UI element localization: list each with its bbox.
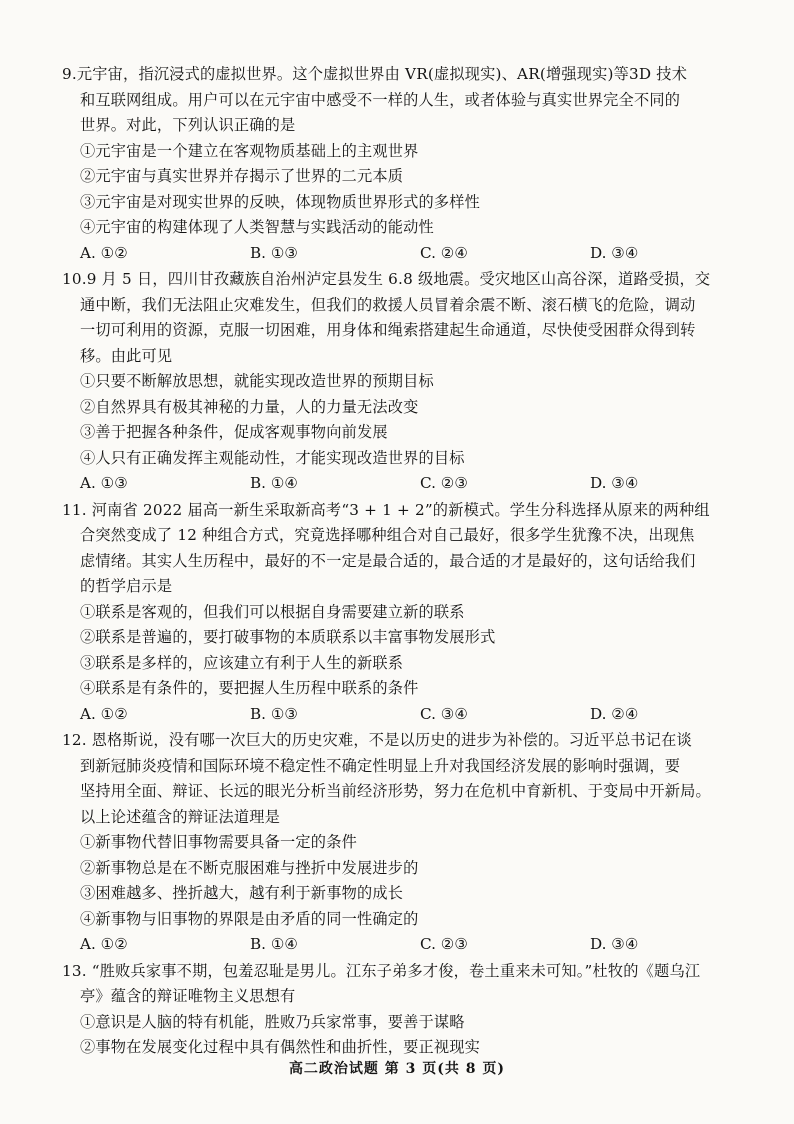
statement-option: ④新事物与旧事物的界限是由矛盾的同一性确定的 (80, 909, 419, 928)
question-11 (62, 498, 742, 728)
answer-choices (62, 932, 742, 958)
statement-option: ②事物在发展变化过程中具有偶然性和曲折性，要正视现实 (80, 1038, 481, 1056)
choice-c: C. ②③ (420, 935, 468, 953)
question-stem-line: 9.元宇宙，指沉浸式的虚拟世界。这个虚拟世界由 VR(虚拟现实)、AR(增强现实)等3D 技术 (62, 65, 688, 83)
question-stem-line: 亭》蕴含的辩证唯物主义思想有 (80, 987, 296, 1005)
question-stem-line: 坚持用全面、辩证、长远的眼光分析当前经济形势，努力在危机中育新机、于变局中开新局。 (80, 782, 711, 800)
choice-a: A. ①② (80, 704, 128, 723)
choice-b: B. ①③ (250, 704, 299, 723)
page-footer: 高二政治试题 第 3 页(共 8 页) (288, 1061, 506, 1077)
exam-page (62, 62, 742, 1061)
statement-option: ③联系是多样的，应该建立有利于人生的新联系 (80, 653, 404, 672)
choice-a: A. ①② (80, 935, 128, 953)
choice-b: B. ①④ (250, 474, 299, 492)
choice-a: A. ①③ (80, 474, 128, 492)
choice-c: C. ②③ (420, 474, 468, 492)
choice-b: B. ①④ (250, 935, 299, 953)
statement-option: ①联系是客观的，但我们可以根据自身需要建立新的联系 (80, 602, 465, 621)
choice-b: B. ①③ (250, 243, 299, 262)
question-stem-line: 虑情绪。其实人生历程中，最好的不一定是最合适的，最合适的才是最好的，这句话给我们 (80, 551, 696, 570)
statement-option: ③困难越多、挫折越大，越有利于新事物的成长 (80, 884, 404, 902)
statement-option: ②新事物总是在不断克服困难与挫折中发展进步的 (80, 858, 419, 877)
choice-c: C. ③④ (420, 704, 468, 723)
statement-option: ④人只有正确发挥主观能动性，才能实现改造世界的目标 (80, 448, 465, 467)
question-13 (62, 959, 742, 1061)
question-stem-line: 13. “胜败兵家事不期，包羞忍耻是男儿。江东子弟多才俊，卷土重来未可知。”杜牧的《题乌江 (62, 961, 701, 980)
statement-option: ①意识是人脑的特有机能，胜败乃兵家常事，要善于谋略 (80, 1012, 465, 1031)
choice-d: D. ③④ (590, 474, 639, 492)
answer-choices (62, 471, 742, 497)
question-stem-line: 世界。对此，下列认识正确的是 (80, 116, 296, 134)
choice-a: A. ①② (80, 243, 128, 262)
statement-option: ③元宇宙是对现实世界的反映，体现物质世界形式的多样性 (80, 192, 481, 211)
statement-option: ①元宇宙是一个建立在客观物质基础上的主观世界 (80, 141, 419, 160)
statement-option: ②元宇宙与真实世界并存揭示了世界的二元本质 (80, 167, 404, 185)
statement-option: ④联系是有条件的，要把握人生历程中联系的条件 (80, 679, 419, 697)
statement-option: ①新事物代替旧事物需要具备一定的条件 (80, 833, 357, 851)
question-stem-line: 通中断，我们无法阻止灾难发生，但我们的救援人员冒着余震不断、滚石横飞的危险，调动 (80, 295, 696, 314)
question-12 (62, 728, 742, 958)
question-stem-line: 以上论述蕴含的辩证法道理是 (80, 807, 281, 826)
question-stem-line: 合突然变成了 12 种组合方式，究竟选择哪种组合对自己最好，很多学生犹豫不决，出现焦 (80, 526, 695, 544)
question-stem-line: 一切可利用的资源，克服一切困难，用身体和绳索搭建起生命通道，尽快使受困群众得到转 (80, 321, 696, 339)
statement-option: ①只要不断解放思想，就能实现改造世界的预期目标 (80, 372, 434, 390)
question-stem-line: 移。由此可见 (80, 346, 173, 365)
statement-option: ③善于把握各种条件，促成客观事物向前发展 (80, 423, 388, 441)
question-10 (62, 267, 742, 497)
question-stem-line: 10.9 月 5 日，四川甘孜藏族自治州泸定县发生 6.8 级地震。受灾地区山高谷深，道路受损，交 (62, 270, 711, 288)
question-stem-line: 12. 恩格斯说，没有哪一次巨大的历史灾难，不是以历史的进步为补偿的。习近平总书记在谈 (62, 731, 692, 749)
question-stem-line: 到新冠肺炎疫情和国际环境不稳定性不确定性明显上升对我国经济发展的影响时强调，要 (80, 756, 681, 775)
choice-d: D. ③④ (590, 243, 639, 262)
answer-choices (62, 702, 742, 728)
statement-option: ②联系是普遍的，要打破事物的本质联系以丰富事物发展形式 (80, 628, 496, 646)
choice-d: D. ②④ (590, 704, 639, 723)
choice-c: C. ②④ (420, 243, 468, 262)
statement-option: ②自然界具有极其神秘的力量，人的力量无法改变 (80, 397, 419, 416)
statement-option: ④元宇宙的构建体现了人类智慧与实践活动的能动性 (80, 218, 434, 236)
question-stem-line: 11. 河南省 2022 届高一新生采取新高考“3 + 1 + 2”的新模式。学生分科选择从原来的两种组 (62, 500, 710, 519)
question-stem-line: 和互联网组成。用户可以在元宇宙中感受不一样的人生，或者体验与真实世界完全不同的 (80, 90, 681, 109)
answer-choices (62, 241, 742, 267)
question-9 (62, 62, 742, 266)
choice-d: D. ③④ (590, 935, 639, 953)
question-stem-line: 的哲学启示是 (80, 577, 173, 595)
